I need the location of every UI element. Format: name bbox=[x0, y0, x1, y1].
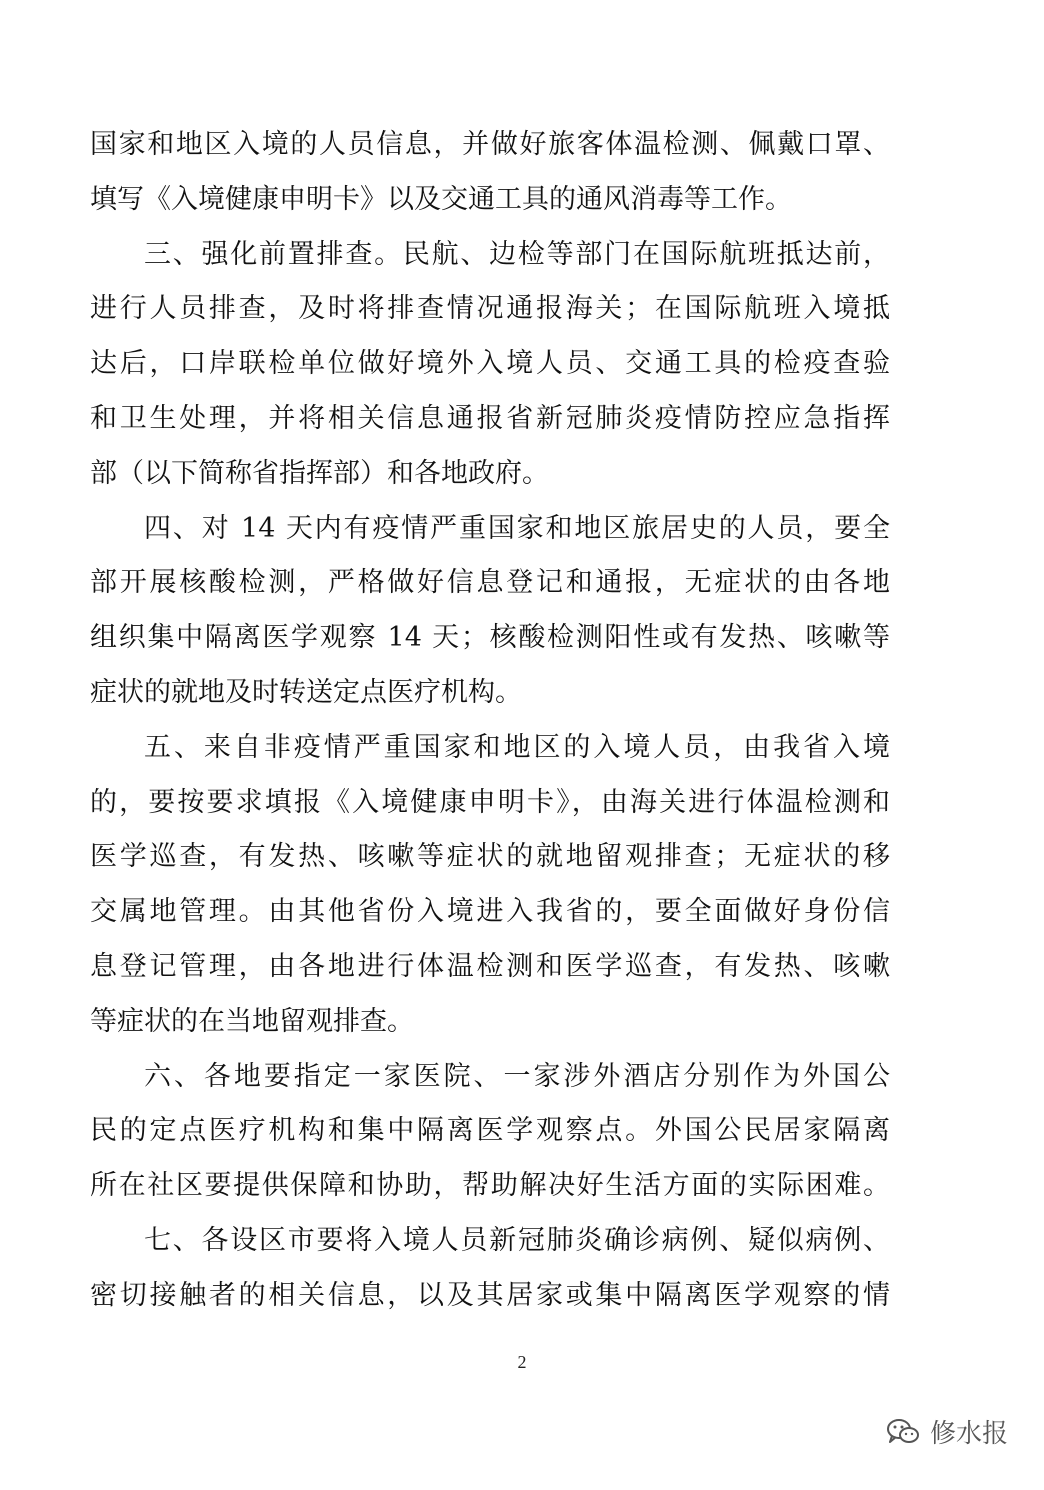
text-line: 密切接触者的相关信息，以及其居家或集中隔离医学观察的情 bbox=[90, 1279, 890, 1311]
paragraph-start-line: 三、强化前置排查。民航、边检等部门在国际航班抵达前， bbox=[144, 238, 890, 270]
wechat-icon bbox=[886, 1417, 920, 1447]
text-line: 交属地管理。由其他省份入境进入我省的，要全面做好身份信 bbox=[90, 896, 890, 928]
paragraph-start-line: 六、各地要指定一家医院、一家涉外酒店分别作为外国公 bbox=[144, 1060, 890, 1092]
text-line: 国家和地区入境的人员信息，并做好旅客体温检测、佩戴口罩、 bbox=[90, 129, 890, 160]
text-line: 等症状的在当地留观排查。 bbox=[90, 1005, 414, 1037]
text-line: 医学巡查，有发热、咳嗽等症状的就地留观排查；无症状的移 bbox=[90, 841, 890, 873]
watermark-text: 修水报 bbox=[929, 1419, 1008, 1449]
text-line: 填写《入境健康申明卡》以及交通工具的通风消毒等工作。 bbox=[90, 183, 792, 215]
text-line: 组织集中隔离医学观察 14 天；核酸检测阳性或有发热、咳嗽等 bbox=[90, 622, 890, 654]
document-body bbox=[90, 118, 890, 1324]
text-line: 部开展核酸检测，严格做好信息登记和通报，无症状的由各地 bbox=[90, 567, 890, 599]
text-line: 和卫生处理，并将相关信息通报省新冠肺炎疫情防控应急指挥 bbox=[90, 402, 890, 434]
text-line: 部（以下简称省指挥部）和各地政府。 bbox=[90, 457, 549, 489]
text-line: 症状的就地及时转送定点医疗机构。 bbox=[90, 676, 522, 708]
paragraph-start-line: 七、各设区市要将入境人员新冠肺炎确诊病例、疑似病例、 bbox=[144, 1224, 890, 1256]
text-line: 息登记管理，由各地进行体温检测和医学巡查，有发热、咳嗽 bbox=[90, 950, 890, 982]
text-line: 的，要按要求填报《入境健康申明卡》，由海关进行体温检测和 bbox=[90, 786, 890, 818]
paragraph-start-line: 四、对 14 天内有疫情严重国家和地区旅居史的人员，要全 bbox=[144, 512, 890, 544]
page-number: 2 bbox=[517, 1352, 527, 1372]
text-line: 民的定点医疗机构和集中隔离医学观察点。外国公民居家隔离 bbox=[90, 1115, 890, 1147]
watermark bbox=[886, 1413, 1008, 1450]
text-line: 进行人员排查，及时将排查情况通报海关；在国际航班入境抵 bbox=[90, 293, 890, 325]
paragraph-start-line: 五、来自非疫情严重国家和地区的入境人员，由我省入境 bbox=[144, 731, 890, 763]
text-line: 所在社区要提供保障和协助，帮助解决好生活方面的实际困难。 bbox=[90, 1170, 890, 1202]
text-line: 达后，口岸联检单位做好境外入境人员、交通工具的检疫查验 bbox=[90, 348, 890, 380]
